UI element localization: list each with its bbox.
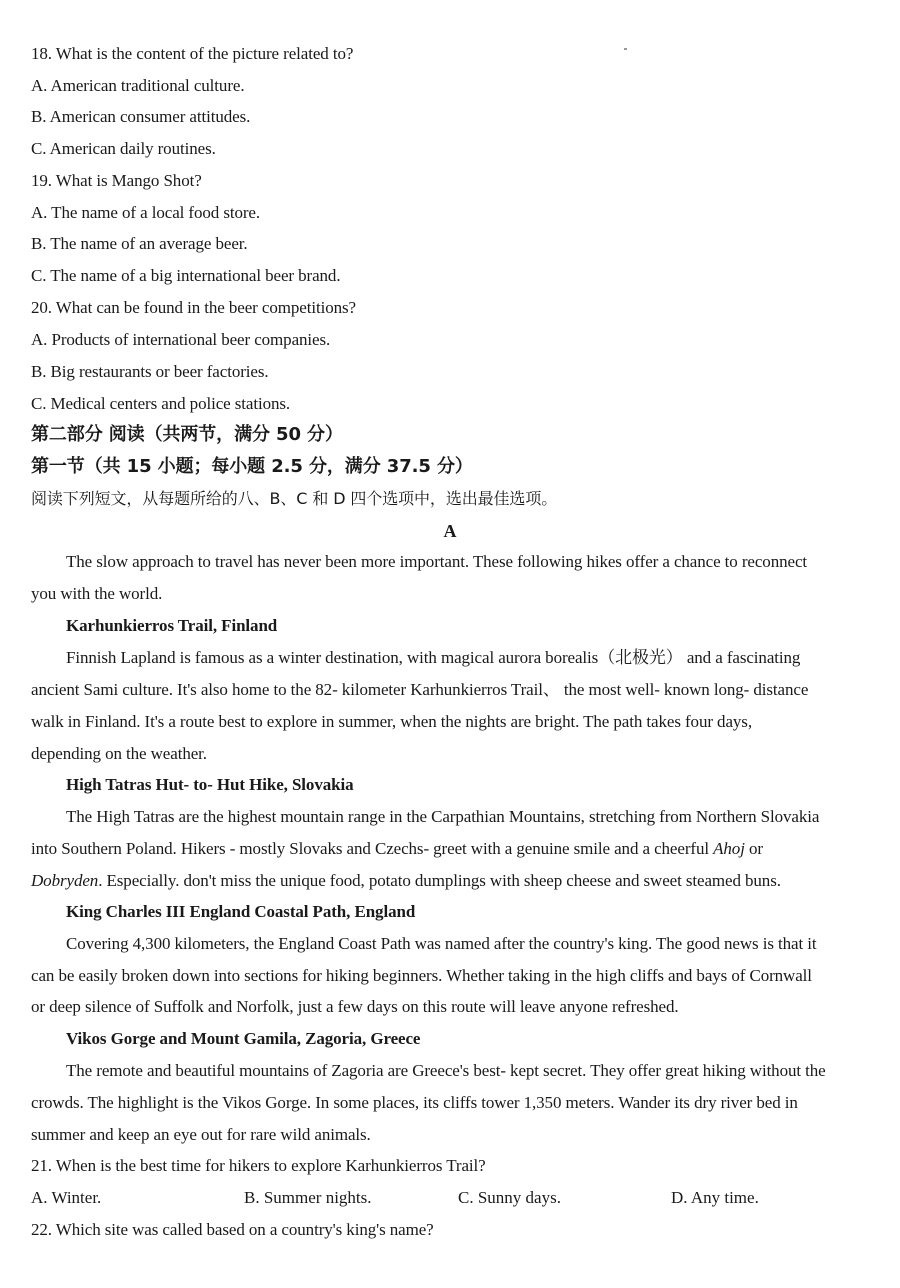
question-19: 19. What is Mango Shot? (31, 171, 202, 190)
trail-heading-greece: Vikos Gorge and Mount Gamila, Zagoria, Greece (66, 1029, 421, 1048)
intro-line-2: you with the world. (31, 584, 163, 603)
q19-option-a: A. The name of a local food store. (31, 203, 261, 222)
q20-option-a: A. Products of international beer companies. (31, 330, 331, 349)
slovakia-line-2 (31, 838, 763, 860)
finland-line-1: Finnish Lapland is famous as a winter destination, with magical aurora borealis（北极光） and a fascinating (66, 648, 801, 667)
question-21: 21. When is the best time for hikers to explore Karhunkierros Trail? (31, 1156, 486, 1175)
greeting-or: or (744, 839, 763, 858)
q21-option-a: A. Winter. (31, 1188, 102, 1207)
finland-line-4: depending on the weather. (31, 744, 207, 763)
question-20: 20. What can be found in the beer competitions? (31, 298, 356, 317)
slovakia-line-1: The High Tatras are the highest mountain range in the Carpathian Mountains, stretching from Northern Slovakia (66, 807, 820, 826)
slovakia-line-3 (31, 870, 781, 892)
part-two-heading: 第二部分 阅读（共两节，满分 50 分） (31, 424, 343, 445)
england-line-2: can be easily broken down into sections for hiking beginners. Whether taking in the high cliffs and bays of Cornwall (31, 966, 812, 985)
question-22: 22. Which site was called based on a country's king's name? (31, 1220, 434, 1239)
trail-heading-england: King Charles III England Coastal Path, England (66, 902, 416, 921)
england-line-3: or deep silence of Suffolk and Norfolk, just a few days on this route will leave anyone refreshed. (31, 997, 679, 1016)
slovakia-line-3-text: . Especially. don't miss the unique food, potato dumplings with sheep cheese and sweet steamed buns. (98, 871, 781, 890)
q20-option-c: C. Medical centers and police stations. (31, 394, 291, 413)
trail-heading-slovakia: High Tatras Hut- to- Hut Hike, Slovakia (66, 775, 354, 794)
q20-option-b: B. Big restaurants or beer factories. (31, 362, 269, 381)
intro-line-1: The slow approach to travel has never been more important. These following hikes offer a chance to reconnect (66, 552, 808, 571)
q21-option-c: C. Sunny days. (458, 1188, 561, 1207)
scan-speck (624, 48, 627, 50)
greeting-dobryden: Dobryden (31, 871, 99, 890)
q18-option-a: A. American traditional culture. (31, 76, 245, 95)
finland-line-3: walk in Finland. It's a route best to explore in summer, when the nights are bright. The path takes four days, (31, 712, 752, 731)
q18-option-c: C. American daily routines. (31, 139, 216, 158)
reading-instruction: 阅读下列短文，从每题所给的八、B、C 和 D 四个选项中，选出最佳选项。 (31, 489, 558, 508)
finland-line-2: ancient Sami culture. It's also home to the 82- kilometer Karhunkierros Trail、 the most well- known long- distance (31, 680, 809, 699)
q19-option-b: B. The name of an average beer. (31, 234, 248, 253)
greece-line-3: summer and keep an eye out for rare wild animals. (31, 1125, 371, 1144)
greece-line-2: crowds. The highlight is the Vikos Gorge. In some places, its cliffs tower 1,350 meters. Wander its dry river bed in (31, 1093, 798, 1112)
q21-option-d: D. Any time. (671, 1188, 759, 1207)
greeting-ahoj: Ahoj (713, 839, 745, 858)
greece-line-1: The remote and beautiful mountains of Zagoria are Greece's best- kept secret. They offer great hiking without the (66, 1061, 826, 1080)
trail-heading-finland: Karhunkierros Trail, Finland (66, 616, 278, 635)
question-18: 18. What is the content of the picture related to? (31, 44, 354, 63)
q19-option-c: C. The name of a big international beer brand. (31, 266, 341, 285)
q21-option-b: B. Summer nights. (244, 1188, 372, 1207)
slovakia-line-2-text: into Southern Poland. Hikers - mostly Slovaks and Czechs- greet with a genuine smile and a cheerful (31, 839, 714, 858)
q18-option-b: B. American consumer attitudes. (31, 107, 251, 126)
passage-title: A (443, 521, 457, 541)
england-line-1: Covering 4,300 kilometers, the England Coast Path was named after the country's king. The good news is that it (66, 934, 817, 953)
section-one-heading: 第一节（共 15 小题；每小题 2.5 分，满分 37.5 分） (31, 456, 473, 477)
